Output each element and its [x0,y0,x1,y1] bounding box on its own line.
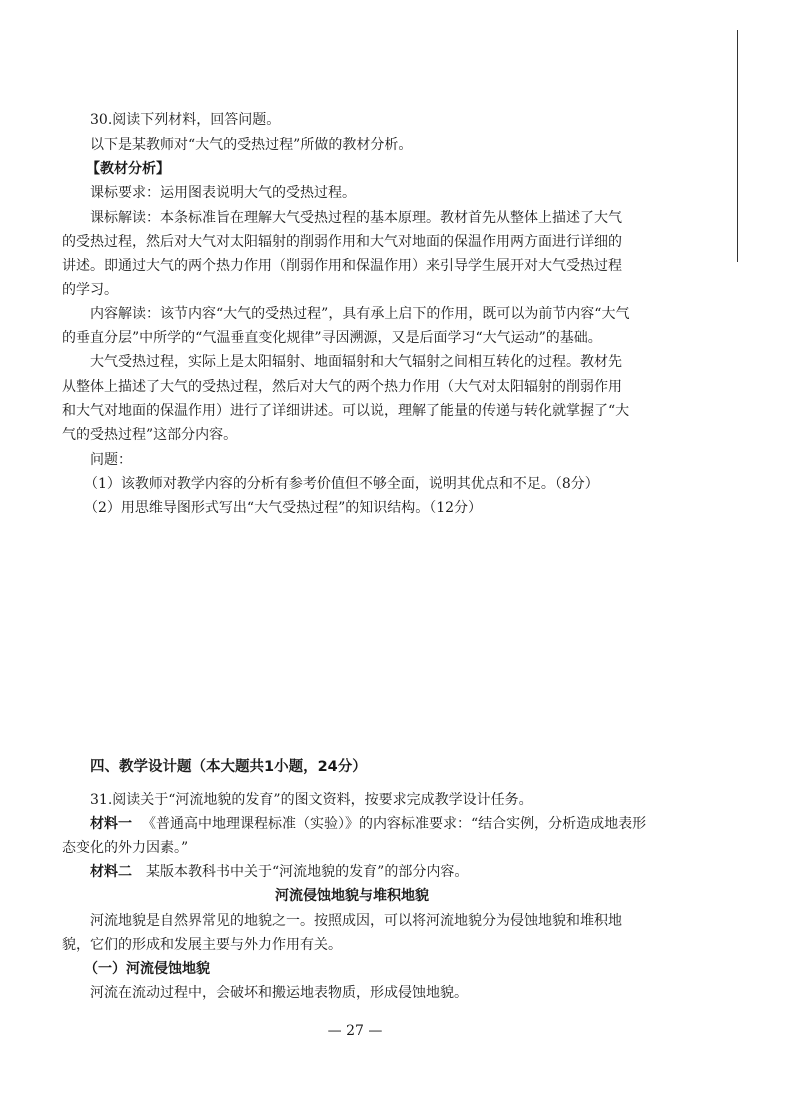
q31-material2-text: 某版本教科书中关于“河流地貌的发育”的部分内容。 [146,864,469,880]
q30-interpretation-line: 讲述。即通过大气的两个热力作用（削弱作用和保温作用）来引导学生展开对大气受热过程 [62,258,622,274]
q31-title: 31.阅读关于“河流地貌的发育”的图文资料，按要求完成教学设计任务。 [90,792,533,808]
q30-section-label: 【教材分析】 [86,161,170,177]
q31-material1-label: 材料一 [90,816,132,832]
q30-content-line: 内容解读：该节内容“大气的受热过程”，具有承上启下的作用，既可以为前节内容“大气 [90,306,630,322]
q30-interpretation-line: 课标解读：本条标准旨在理解大气受热过程的基本原理。教材首先从整体上描述了大气 [90,210,622,226]
q31-material1-line: 态变化的外力因素。” [62,840,189,856]
q31-material2-label: 材料二 [90,864,132,880]
q30-question-1: （1）该教师对教学内容的分析有参考价值但不够全面，说明其优点和不足。（8分） [84,476,599,492]
q31-subsection-para: 河流在流动过程中，会破坏和搬运地表物质，形成侵蚀地貌。 [90,985,468,1001]
q31-material2-line [90,863,468,881]
q31-textbook-para-line: 貌，它们的形成和发展主要与外力作用有关。 [62,937,342,953]
q30-content-line: 的垂直分层”中所学的“气温垂直变化规律”寻因溯源，又是后面学习“大气运动”的基础。 [62,330,602,346]
q30-process-line: 气的受热过程”这部分内容。 [62,427,238,443]
q30-title: 30.阅读下列材料，回答问题。 [90,112,281,128]
q30-intro: 以下是某教师对“大气的受热过程”所做的教材分析。 [90,137,413,153]
q30-curriculum-requirement: 课标要求：运用图表说明大气的受热过程。 [90,185,356,201]
q31-textbook-para-line: 河流地貌是自然界常见的地貌之一。按照成因，可以将河流地貌分为侵蚀地貌和堆积地 [90,913,622,929]
q31-material1-text: 《普通高中地理课程标准（实验）》的内容标准要求：“结合实例，分析造成地表形 [142,816,647,832]
q30-process-line: 和大气对地面的保温作用）进行了详细讲述。可以说，理解了能量的传递与转化就掌握了“大 [62,403,630,419]
q31-textbook-title: 河流侵蚀地貌与堆积地貌 [275,888,429,904]
q30-questions-label: 问题： [90,452,132,468]
q31-material1-line [90,815,646,833]
q30-question-2: （2）用思维导图形式写出“大气受热过程”的知识结构。（12分） [84,500,483,516]
section4-heading: 四、教学设计题（本大题共1小题，24分） [90,759,367,775]
q30-process-line: 从整体上描述了大气的受热过程，然后对大气的两个热力作用（大气对太阳辐射的削弱作用 [62,379,622,395]
scan-edge-line [737,30,738,262]
q30-process-line: 大气受热过程，实际上是太阳辐射、地面辐射和大气辐射之间相互转化的过程。教材先 [90,354,622,370]
q31-subsection-heading: （一）河流侵蚀地貌 [84,961,210,977]
page-number: — 27 — [327,1023,383,1039]
q30-interpretation-line: 的学习。 [62,282,118,298]
q30-interpretation-line: 的受热过程，然后对大气对太阳辐射的削弱作用和大气对地面的保温作用两方面进行详细的 [62,234,622,250]
